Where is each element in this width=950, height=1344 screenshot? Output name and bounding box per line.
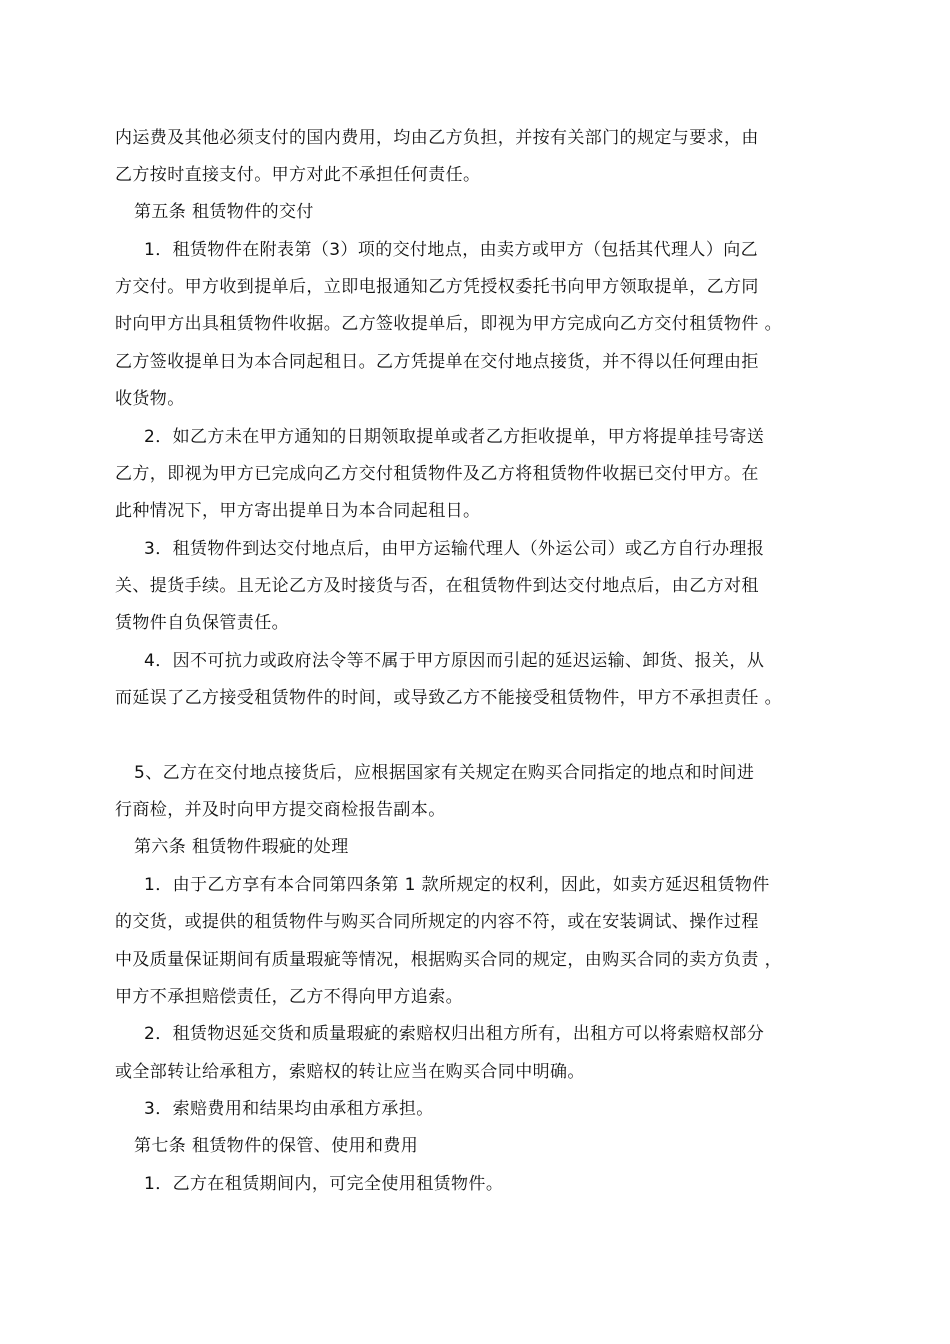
text-line: 1．租赁物件在附表第（3）项的交付地点，由卖方或甲方（包括其代理人）向乙 — [144, 240, 759, 260]
text-line: 2．租赁物迟延交货和质量瑕疵的索赔权归出租方所有，出租方可以将索赔权部分 — [144, 1024, 765, 1044]
text-line: 3．租赁物件到达交付地点后，由甲方运输代理人（外运公司）或乙方自行办理报 — [144, 539, 765, 559]
text-line: 的交货，或提供的租赁物件与购买合同所规定的内容不符，或在安装调试、操作过程 — [115, 912, 759, 932]
text-line: 3．索赔费用和结果均由承租方承担。 — [144, 1099, 434, 1119]
text-line: 乙方按时直接支付。甲方对此不承担任何责任。 — [115, 165, 481, 185]
text-line: 关、提货手续。且无论乙方及时接货与否，在租赁物件到达交付地点后，由乙方对租 — [115, 576, 759, 596]
section-heading: 第五条 租赁物件的交付 — [134, 202, 314, 222]
text-line: 此种情况下，甲方寄出提单日为本合同起租日。 — [115, 501, 481, 521]
text-line: 乙方签收提单日为本合同起租日。乙方凭提单在交付地点接货，并不得以任何理由拒 — [115, 352, 759, 372]
text-line: 1．由于乙方享有本合同第四条第 1 款所规定的权利，因此，如卖方延迟租赁物件 — [144, 875, 770, 895]
text-line: 乙方，即视为甲方已完成向乙方交付租赁物件及乙方将租赁物件收据已交付甲方。在 — [115, 464, 759, 484]
text-line: 方交付。甲方收到提单后，立即电报通知乙方凭授权委托书向甲方领取提单，乙方同 — [115, 277, 759, 297]
text-line: 2．如乙方未在甲方通知的日期领取提单或者乙方拒收提单，甲方将提单挂号寄送 — [144, 427, 765, 447]
text-line: 甲方不承担赔偿责任，乙方不得向甲方追索。 — [115, 987, 463, 1007]
text-line: 中及质量保证期间有质量瑕疵等情况，根据购买合同的规定，由购买合同的卖方负责 ， — [115, 950, 783, 970]
text-line: 1．乙方在租赁期间内，可完全使用租赁物件。 — [144, 1174, 504, 1194]
section-heading: 第七条 租赁物件的保管、使用和费用 — [134, 1136, 419, 1156]
text-line: 时向甲方出具租赁物件收据。乙方签收提单后，即视为甲方完成向乙方交付租赁物件 。 — [115, 314, 783, 334]
text-line: 而延误了乙方接受租赁物件的时间，或导致乙方不能接受租赁物件，甲方不承担责任 。 — [115, 688, 783, 708]
text-line: 4．因不可抗力或政府法令等不属于甲方原因而引起的延迟运输、卸货、报关，从 — [144, 651, 765, 671]
text-line: 赁物件自负保管责任。 — [115, 613, 289, 633]
text-line: 或全部转让给承租方，索赔权的转让应当在购买合同中明确。 — [115, 1062, 585, 1082]
text-line: 内运费及其他必须支付的国内费用，均由乙方负担，并按有关部门的规定与要求，由 — [115, 128, 759, 148]
text-line: 5、乙方在交付地点接货后，应根据国家有关规定在购买合同指定的地点和时间进 — [134, 763, 755, 783]
text-line: 收货物。 — [115, 389, 185, 409]
text-line: 行商检，并及时向甲方提交商检报告副本。 — [115, 800, 446, 820]
section-heading: 第六条 租赁物件瑕疵的处理 — [134, 837, 349, 857]
